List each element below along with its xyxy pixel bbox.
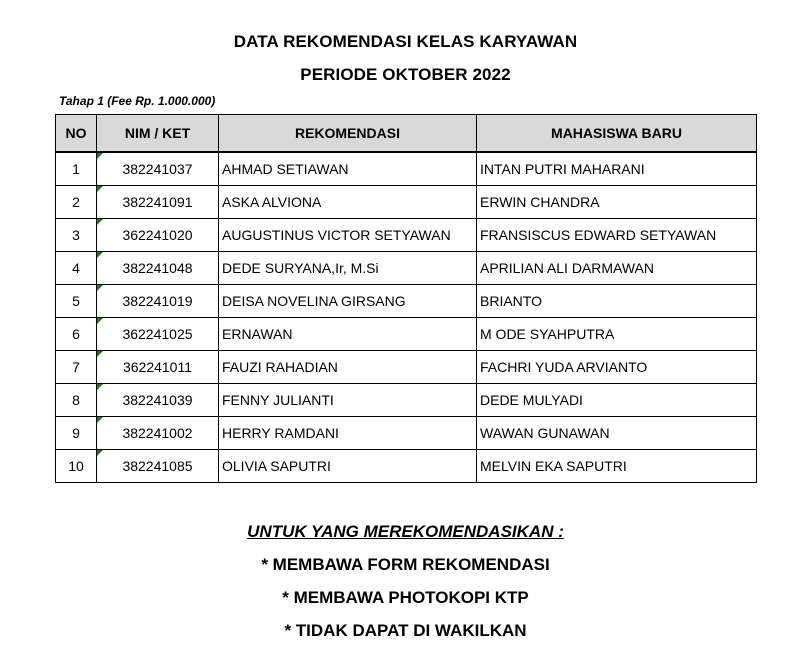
cell-nim: 382241039 xyxy=(97,384,219,417)
cell-rekomendasi: AHMAD SETIAWAN xyxy=(219,152,477,186)
cell-nim: 362241020 xyxy=(97,219,219,252)
recommendation-table xyxy=(55,114,757,483)
cell-no: 8 xyxy=(56,384,97,417)
cell-nim: 382241037 xyxy=(97,152,219,186)
cell-no: 1 xyxy=(56,152,97,186)
cell-rekomendasi: FAUZI RAHADIAN xyxy=(219,351,477,384)
cell-mahasiswa: MELVIN EKA SAPUTRI xyxy=(477,450,757,483)
cell-nim: 362241011 xyxy=(97,351,219,384)
column-header-no: NO xyxy=(56,115,97,153)
footer-requirement-ktp: * MEMBAWA PHOTOKOPI KTP xyxy=(282,588,529,607)
table-row xyxy=(56,152,757,186)
page-title: DATA REKOMENDASI KELAS KARYAWAN xyxy=(233,32,578,51)
cell-rekomendasi: ERNAWAN xyxy=(219,318,477,351)
table-row xyxy=(56,318,757,351)
page-period: PERIODE OKTOBER 2022 xyxy=(300,65,511,84)
cell-nim: 382241002 xyxy=(97,417,219,450)
cell-nim: 362241025 xyxy=(97,318,219,351)
cell-no: 7 xyxy=(56,351,97,384)
table-row xyxy=(56,219,757,252)
cell-mahasiswa: FACHRI YUDA ARVIANTO xyxy=(477,351,757,384)
cell-no: 10 xyxy=(56,450,97,483)
cell-mahasiswa: FRANSISCUS EDWARD SETYAWAN xyxy=(477,219,757,252)
cell-rekomendasi: DEISA NOVELINA GIRSANG xyxy=(219,285,477,318)
cell-nim: 382241019 xyxy=(97,285,219,318)
cell-mahasiswa: DEDE MULYADI xyxy=(477,384,757,417)
table-row xyxy=(56,285,757,318)
cell-no: 6 xyxy=(56,318,97,351)
cell-mahasiswa: INTAN PUTRI MAHARANI xyxy=(477,152,757,186)
cell-nim: 382241048 xyxy=(97,252,219,285)
cell-no: 4 xyxy=(56,252,97,285)
table-row xyxy=(56,252,757,285)
cell-no: 5 xyxy=(56,285,97,318)
cell-mahasiswa: ERWIN CHANDRA xyxy=(477,186,757,219)
cell-rekomendasi: DEDE SURYANA,Ir, M.Si xyxy=(219,252,477,285)
column-header-mahasiswa-baru: MAHASISWA BARU xyxy=(477,115,757,153)
cell-rekomendasi: OLIVIA SAPUTRI xyxy=(219,450,477,483)
cell-mahasiswa: M ODE SYAHPUTRA xyxy=(477,318,757,351)
cell-rekomendasi: HERRY RAMDANI xyxy=(219,417,477,450)
column-header-rekomendasi: REKOMENDASI xyxy=(219,115,477,153)
table-header-row xyxy=(56,115,757,153)
cell-rekomendasi: FENNY JULIANTI xyxy=(219,384,477,417)
cell-no: 2 xyxy=(56,186,97,219)
table-row xyxy=(56,384,757,417)
cell-mahasiswa: WAWAN GUNAWAN xyxy=(477,417,757,450)
cell-no: 9 xyxy=(56,417,97,450)
footer-requirement-form: * MEMBAWA FORM REKOMENDASI xyxy=(261,555,550,574)
table-row xyxy=(56,417,757,450)
cell-nim: 382241091 xyxy=(97,186,219,219)
cell-rekomendasi: AUGUSTINUS VICTOR SETYAWAN xyxy=(219,219,477,252)
cell-mahasiswa: APRILIAN ALI DARMAWAN xyxy=(477,252,757,285)
table-row xyxy=(56,186,757,219)
cell-no: 3 xyxy=(56,219,97,252)
footer-heading: UNTUK YANG MEREKOMENDASIKAN : xyxy=(247,522,564,541)
cell-mahasiswa: BRIANTO xyxy=(477,285,757,318)
table-row xyxy=(56,351,757,384)
footer-requirement-no-proxy: * TIDAK DAPAT DI WAKILKAN xyxy=(284,621,527,640)
column-header-nim: NIM / KET xyxy=(97,115,219,153)
tahap-label: Tahap 1 (Fee Rp. 1.000.000) xyxy=(59,94,216,108)
cell-nim: 382241085 xyxy=(97,450,219,483)
table-row xyxy=(56,450,757,483)
cell-rekomendasi: ASKA ALVIONA xyxy=(219,186,477,219)
